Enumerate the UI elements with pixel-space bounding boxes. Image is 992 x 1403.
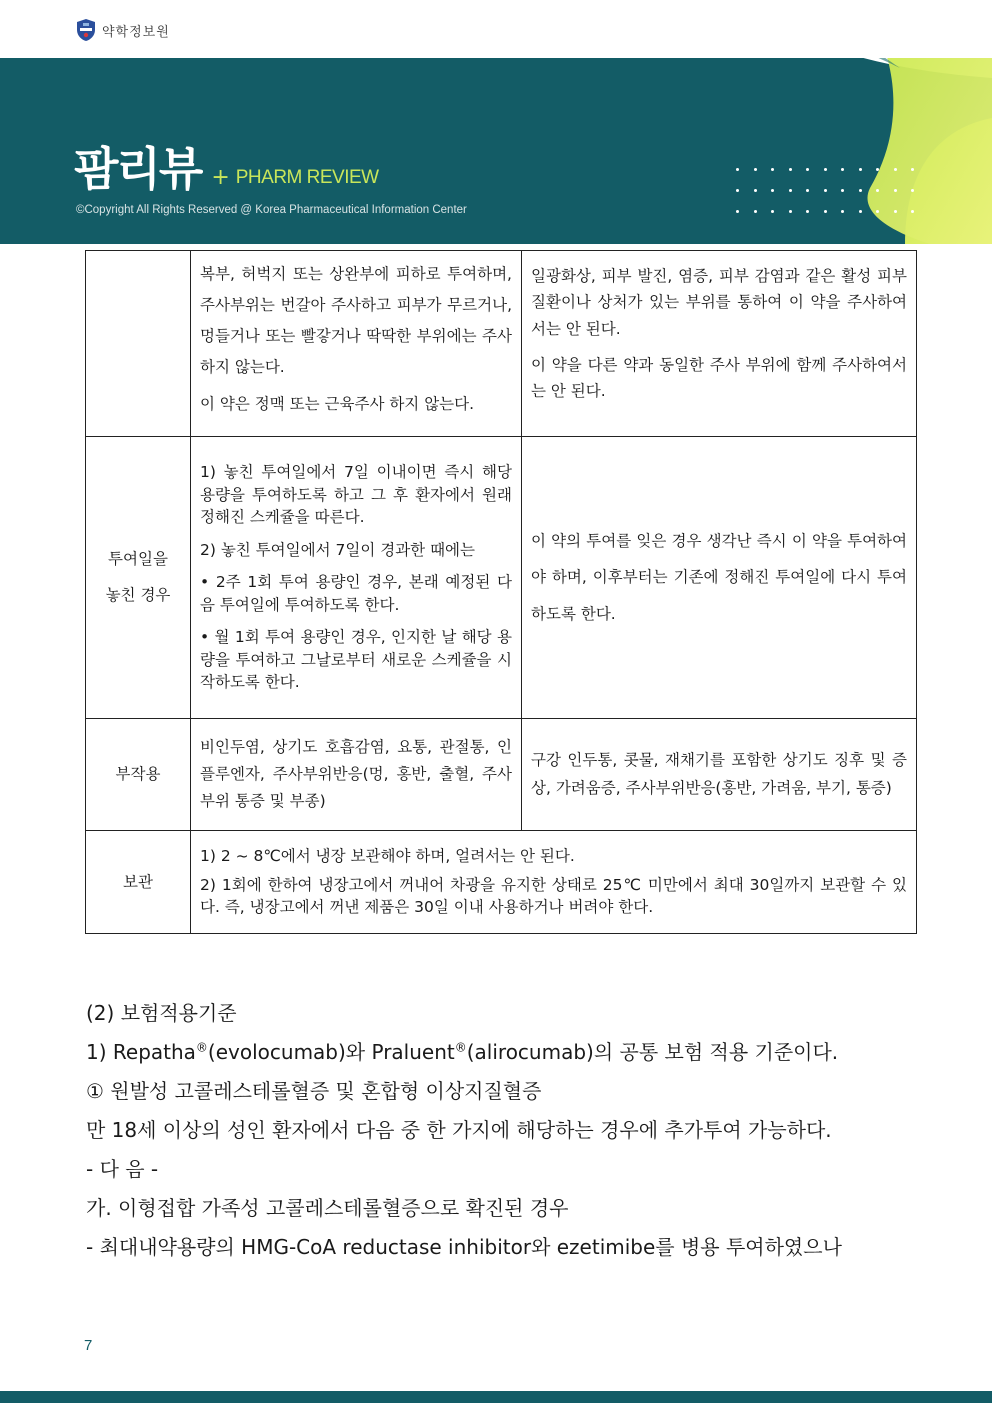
- decorative-dot: [911, 168, 914, 171]
- decorative-dot: [754, 189, 757, 192]
- cell-text: 이 약을 다른 약과 동일한 주사 부위에 함께 주사하여서는 안 된다.: [531, 356, 907, 401]
- brand-plus: +: [211, 165, 230, 190]
- decorative-dot: [876, 189, 879, 192]
- body-line: - 다 음 -: [86, 1157, 159, 1181]
- table-cell: [522, 437, 917, 719]
- body-line: [86, 1033, 926, 1072]
- body-line: 만 18세 이상의 성인 환자에서 다음 중 한 가지에 해당하는 경우에 추가투여 가능하다.: [86, 1118, 832, 1142]
- category-label: 투여일을: [108, 549, 168, 568]
- page-number: 7: [84, 1337, 93, 1354]
- brand-title: [74, 142, 379, 196]
- cell-text: 구강 인두통, 콧물, 재채기를 포함한 상기도 징후 및 증상, 가려움증, 주사부위반응(홍반, 가려움, 부기, 통증): [531, 751, 907, 797]
- decorative-dot: [859, 168, 862, 171]
- decorative-dot: [876, 210, 879, 213]
- cell-text: 이 약의 투여를 잊은 경우 생각난 즉시 이 약을 투여하여야 하며, 이후부터는 기존에 정해진 투여일에 다시 투여하도록 한다.: [531, 531, 907, 623]
- decorative-dot: [736, 210, 739, 213]
- cell-text: 일광화상, 피부 발진, 염증, 피부 감염과 같은 활성 피부 질환이나 상처가 있는 부위를 통하여 이 약을 주사하여서는 안 된다.: [531, 267, 907, 338]
- cell-text: 비인두염, 상기도 호흡감염, 요통, 관절통, 인플루엔자, 주사부위반응(멍, 홍반, 출혈, 주사부위 통증 및 부종): [200, 737, 512, 811]
- table-cell: [191, 831, 917, 934]
- decorative-dot: [841, 168, 844, 171]
- decorative-dot: [876, 168, 879, 171]
- decorative-dot: [894, 168, 897, 171]
- table-cell: [191, 251, 522, 437]
- decorative-dot: [736, 168, 739, 171]
- category-label: 놓친 경우: [105, 585, 171, 604]
- decorative-dot: [771, 210, 774, 213]
- row-category-empty: [86, 251, 191, 437]
- cell-text: 복부, 허벅지 또는 상완부에 피하로 투여하며, 주사부위는 번갈아 주사하고 피부가 무르거나, 멍들거나 또는 빨갛거나 딱딱한 부위에는 주사하지 않는다.: [200, 265, 512, 376]
- insurance-criteria-text: [86, 994, 926, 1267]
- decorative-dot: [859, 210, 862, 213]
- category-label: 보관: [123, 872, 153, 891]
- decorative-dot: [911, 210, 914, 213]
- body-line: 가. 이형접합 가족성 고콜레스테롤혈증으로 확진된 경우: [86, 1196, 569, 1220]
- brand-english: PHARM REVIEW: [235, 167, 379, 188]
- text-segment: (evolocumab)와 Praluent: [207, 1040, 455, 1064]
- decorative-dot: [806, 168, 809, 171]
- table-row-missed-dose: [86, 437, 917, 719]
- decorative-dot: [894, 210, 897, 213]
- cell-text: • 월 1회 투여 용량인 경우, 인지한 날 해당 용량을 투여하고 그날로부터 새로운 스케쥴을 시작하도록 한다.: [200, 628, 512, 692]
- cell-text: 2) 1회에 한하여 냉장고에서 꺼내어 차광을 유지한 상태로 25℃ 미만에서 최대 30일까지 보관할 수 있다. 즉, 냉장고에서 꺼낸 제품은 30일 이내 사용하거나 버려야 한다.: [200, 875, 907, 917]
- cell-text: 1) 2 ~ 8℃에서 냉장 보관해야 하며, 얼려서는 안 된다.: [200, 847, 575, 866]
- cell-text: 이 약은 정맥 또는 근육주사 하지 않는다.: [200, 395, 475, 413]
- decorative-dot: [824, 210, 827, 213]
- cell-text: 2) 놓친 투여일에서 7일이 경과한 때에는: [200, 540, 476, 559]
- decorative-dot: [754, 168, 757, 171]
- table-cell: [522, 251, 917, 437]
- decorative-dot: [841, 189, 844, 192]
- decorative-dot: [806, 189, 809, 192]
- decorative-dot: [754, 210, 757, 213]
- text-segment: (alirocumab)의 공통 보험 적용 기준이다.: [466, 1040, 839, 1064]
- decorative-dot: [824, 168, 827, 171]
- text-segment: 1) Repatha: [86, 1040, 196, 1064]
- decorative-dot: [824, 189, 827, 192]
- registered-mark: ®: [195, 1040, 208, 1055]
- row-category: [86, 719, 191, 831]
- registered-mark: ®: [454, 1040, 467, 1055]
- decorative-dot: [911, 189, 914, 192]
- org-logo-group: [76, 18, 170, 42]
- footer-bar: [0, 1391, 992, 1403]
- table-cell: [191, 437, 522, 719]
- decorative-dot: [771, 168, 774, 171]
- decorative-dot: [789, 168, 792, 171]
- row-category: [86, 831, 191, 934]
- table-row-side-effects: [86, 719, 917, 831]
- section-title: (2) 보험적용기준: [86, 1001, 237, 1025]
- table-row-storage: [86, 831, 917, 934]
- drug-info-table: [85, 250, 917, 934]
- copyright-notice: ©Copyright All Rights Reserved @ Korea Pharmaceutical Information Center: [76, 204, 467, 216]
- decorative-dot: [806, 210, 809, 213]
- decorative-dot: [789, 189, 792, 192]
- top-bar: [0, 0, 992, 58]
- row-category: [86, 437, 191, 719]
- body-line: - 최대내약용량의 HMG-CoA reductase inhibitor와 ezetimibe를 병용 투여하였으나: [86, 1235, 842, 1259]
- org-name: 약학정보원: [102, 24, 170, 40]
- body-line: ① 원발성 고콜레스테롤혈증 및 혼합형 이상지질혈증: [86, 1079, 542, 1103]
- table-row-injection: [86, 251, 917, 437]
- category-label: 부작용: [115, 765, 161, 784]
- decorative-dot: [859, 189, 862, 192]
- shield-logo-icon: [76, 18, 96, 42]
- decorative-dot: [736, 189, 739, 192]
- decorative-dot: [789, 210, 792, 213]
- cell-text: 1) 놓친 투여일에서 7일 이내이면 즉시 해당 용량을 투여하도록 하고 그 후 환자에서 원래 정해진 스케쥴을 따른다.: [200, 463, 512, 527]
- brand-korean: 팜리뷰: [74, 142, 202, 196]
- decorative-dot: [894, 189, 897, 192]
- decorative-dot: [841, 210, 844, 213]
- table-cell: [522, 719, 917, 831]
- table-cell: [191, 719, 522, 831]
- cell-text: • 2주 1회 투여 용량인 경우, 본래 예정된 다음 투여일에 투여하도록 한다.: [200, 573, 512, 614]
- decorative-dot: [771, 189, 774, 192]
- header-banner: [0, 58, 992, 244]
